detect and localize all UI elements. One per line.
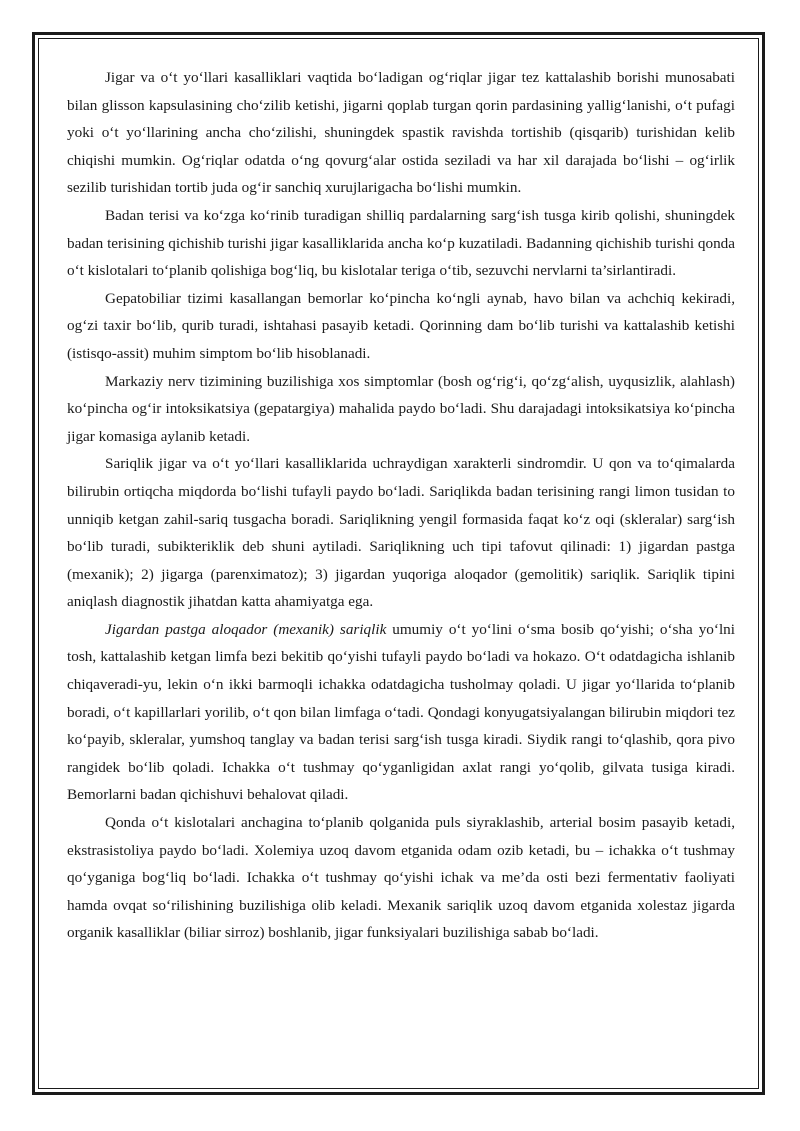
paragraph-3: Gepatobiliar tizimi kasallangan bemorlar ko‘pincha ko‘ngli aynab, havo bilan va achchiq kekiradi, og‘zi taxir bo‘lib, qurib turadi, ishtahasi pasayib ketadi. Qorinning dam bo‘lib turishi va kattalashib ketishi (istisqo-assit) muhim simptom bo‘lib hisoblanadi. <box>67 289 735 362</box>
paragraph-7: Qonda o‘t kislotalari anchagina to‘planib qolganida puls siyraklashib, arterial bosim pasayib ketadi, ekstrasistoliya paydo bo‘ladi. Xolemiya uzoq davom etganida odam ozib ketadi, bu – ichakka o‘t tushmay qo‘yganiga bog‘liq bo‘ladi. Ichakka o‘t tushmay qo‘yishi ichak va me’da osti bezi fermentativ faoliyati hamda ovqat so‘rilishining buzilishiga olib keladi. Mexanik sariqlik uzoq davom etganida xolestaz jigarda organik kasalliklar (biliar sirroz) boshlanib, jigar funksiyalari buzilishiga sabab bo‘ladi. <box>67 814 735 942</box>
paragraph-2: Badan terisi va ko‘zga ko‘rinib turadigan shilliq pardalarning sarg‘ish tusga kirib qolishi, shuningdek badan terisining qichishib turishi jigar kasalliklarida ancha ko‘p kuzatiladi. Badanning qichishib turishi qonda o‘t kislotalari to‘planib qolishiga bog‘liq, bu kislotalar teriga o‘tib, sezuvchi nervlarni ta’sirlantiradi. <box>67 206 735 280</box>
paragraph-1: Jigar va o‘t yo‘llari kasalliklari vaqtida bo‘ladigan og‘riqlar jigar tez kattalashib borishi munosabati bilan glisson kapsulasining cho‘zilib ketishi, jigarni qoplab turgan qorin pardasining yallig‘lanishi, o‘t pufagi yoki o‘t yo‘llarining ancha cho‘zilishi, shuningdek spastik ravishda tortishib (qisqarib) turishidan kelib chiqishi mumkin. Og‘riqlar odatda o‘ng qovurg‘alar ostida seziladi va har xil darajada bo‘lishi – og‘irlik sezilib turishidan tortib juda og‘ir sanchiq xurujlarigacha bo‘lishi mumkin. <box>67 69 735 197</box>
paragraph-6 <box>67 616 735 809</box>
document-body <box>67 64 735 947</box>
paragraph-5: Sariqlik jigar va o‘t yo‘llari kasalliklarida uchraydigan xarakterli sindromdir. U qon va to‘qimalarda bilirubin ortiqcha miqdorda bo‘lishi tufayli paydo bo‘ladi. Sariqlikda badan terisining rangi limon tusidan to unniqib ketgan zahil-sariq tusgacha boradi. Sariqlikning yengil formasida faqat ko‘z oqi (skleralar) sarg‘ish bo‘lib turadi, subikteriklik deb shuni aytiladi. Sariqlikning uch tipi tafovut qilinadi: 1) jigardan pastga (mexanik); 2) jigarga (parenximatoz); 3) jigardan yuqoriga aloqador (gemolitik) sariqlik. Sariqlik tipini aniqlash diagnostik jihatdan katta ahamiyatga ega. <box>67 455 735 611</box>
paragraph-6-italic-lead: Jigardan pastga aloqador (mexanik) sariqlik <box>105 620 387 638</box>
paragraph-6-body: umumiy o‘t yo‘lini o‘sma bosib qo‘yishi; o‘sha yo‘lni tosh, kattalashib ketgan limfa bezi bekitib qo‘yishi tufayli paydo bo‘ladi va hokazo. O‘t odatdagicha ishlanib chiqaveradi-yu, lekin o‘n ikki barmoqli ichakka odatdagicha tusholmay qoladi. U jigar yo‘llarida to‘planib boradi, o‘t kapillarlari yorilib, o‘t qon bilan limfaga o‘tadi. Qondagi konyugatsiyalangan bilirubin miqdori tez ko‘payib, skleralar, yumshoq tanglay va badan terisi sarg‘ish tusga kiradi. Siydik rangi to‘qlashib, qora pivo rangidek bo‘lib qoladi. Ichakka o‘t tushmay qo‘yganligidan axlat rangi yo‘qolib, gilvata tusiga kiradi. Bemorlarni badan qichishuvi behalovat qiladi. <box>67 620 735 804</box>
paragraph-4: Markaziy nerv tizimining buzilishiga xos simptomlar (bosh og‘rig‘i, qo‘zg‘alish, uyqusizlik, alahlash) ko‘pincha og‘ir intoksikatsiya (gepatargiya) mahalida paydo bo‘ladi. Shu darajadagi intoksikatsiya ko‘pincha jigar komasiga aylanib ketadi. <box>67 372 735 445</box>
